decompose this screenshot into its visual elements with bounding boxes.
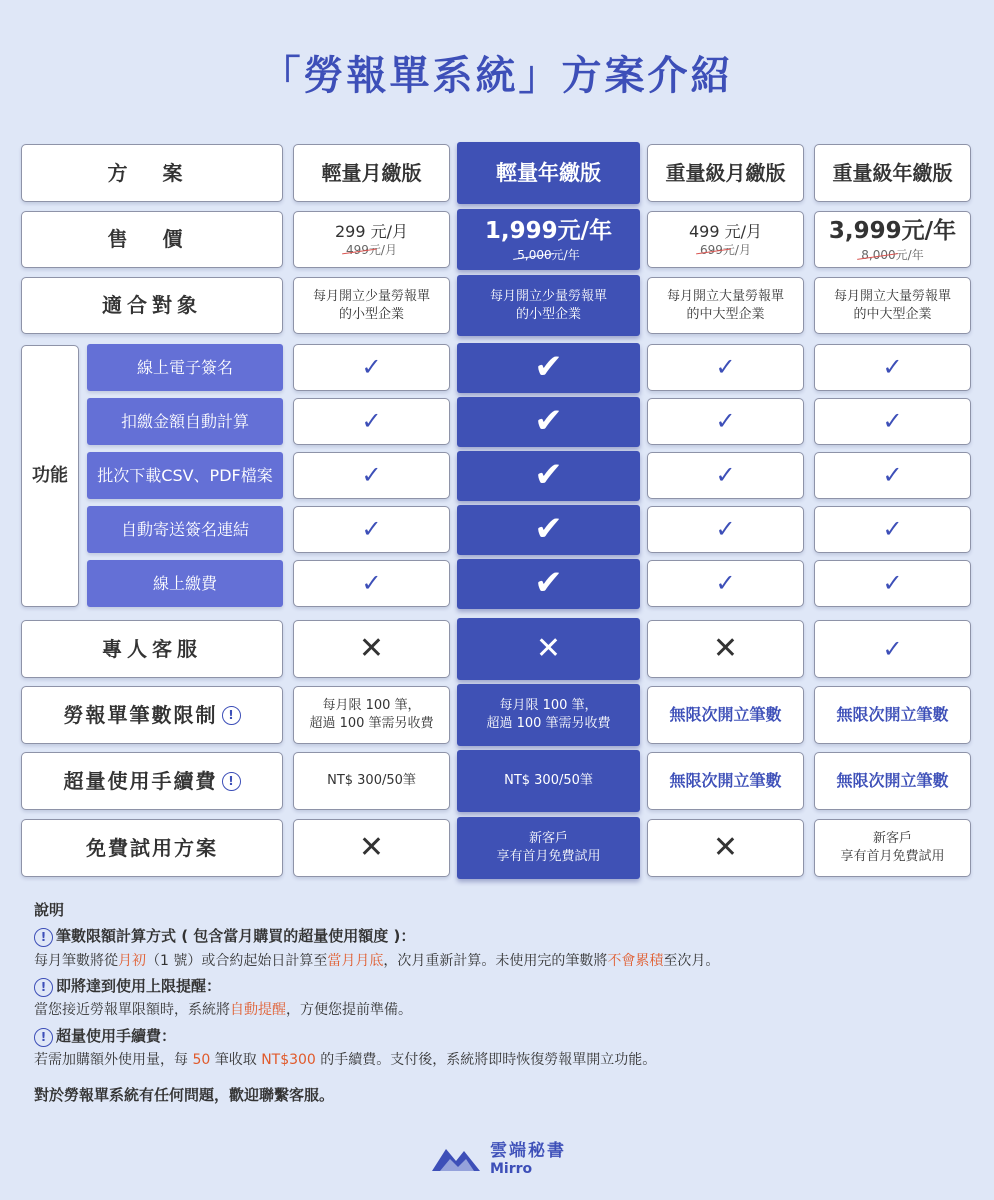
check-icon: ✔	[534, 563, 563, 604]
info-icon[interactable]: !	[222, 706, 241, 725]
feature-withholding-calc: 扣繳金額自動計算	[87, 398, 283, 445]
check-icon: ✓	[882, 569, 903, 598]
original-price: 699元/月	[700, 243, 751, 258]
feature-group-label: 功能	[21, 345, 79, 607]
feature-e-signature: 線上電子簽名	[87, 344, 283, 391]
notes-line-3	[34, 1050, 964, 1072]
plan-header-light-monthly: 輕量月繳版	[293, 144, 450, 202]
brand-logo	[430, 1136, 566, 1177]
support-light-yearly	[457, 618, 640, 680]
notes-text: ，次月重新計算。未使用完的筆數將	[383, 952, 608, 969]
target-line: 每月開立少量勞報單	[312, 288, 430, 304]
feature-cell	[293, 398, 450, 445]
trial-line: 新客戶	[872, 831, 912, 847]
notes-text: 筆收取	[210, 1052, 262, 1069]
feature-cell	[457, 559, 640, 609]
feature-batch-download: 批次下載CSV、PDF檔案	[87, 452, 283, 499]
price-value: 1,999元/年	[484, 217, 613, 244]
target-line: 每月開立少量勞報單	[489, 288, 607, 304]
contact-text: 對於勞報單系統有任何問題，歡迎聯繫客服。	[34, 1086, 335, 1105]
limit-line: 每月限 100 筆，	[499, 698, 598, 714]
check-icon: ✓	[361, 407, 382, 436]
check-icon: ✓	[715, 569, 736, 598]
cross-icon: ✕	[358, 829, 385, 865]
notes-accent: 自動提醒	[230, 1002, 286, 1019]
feature-cell	[647, 560, 804, 607]
feature-cell	[814, 452, 971, 499]
feature-cell	[814, 398, 971, 445]
check-icon: ✔	[534, 509, 563, 550]
trial-line: 享有首月免費試用	[840, 849, 945, 864]
feature-cell	[814, 560, 971, 607]
feature-cell	[647, 344, 804, 391]
notes-text: 若需加購額外使用量，每	[34, 1052, 193, 1069]
feature-cell	[293, 560, 450, 607]
page-title: 「勞報單系統」方案介紹	[260, 53, 734, 99]
info-icon: !	[34, 978, 53, 997]
notes-heading-3	[34, 1025, 964, 1048]
row-label-trial: 免費試用方案	[21, 819, 283, 877]
notes-accent: 不會累積	[607, 952, 664, 969]
info-icon: !	[34, 928, 53, 947]
feature-cell	[293, 452, 450, 499]
check-icon: ✓	[361, 515, 382, 544]
target-line: 的小型企業	[338, 306, 404, 322]
notes-heading-text: 筆數限額計算方式 ( 包含當月購買的超量使用額度 )：	[56, 927, 416, 946]
support-heavy-yearly	[814, 620, 971, 678]
trial-light-yearly	[457, 817, 640, 879]
overage-heavy-yearly: 無限次開立筆數	[814, 752, 971, 810]
cross-icon: ✕	[358, 630, 385, 666]
support-light-monthly	[293, 620, 450, 678]
target-heavy-yearly	[814, 277, 971, 334]
notes-text: 每月筆數將從	[34, 952, 118, 969]
notes-accent: 50	[192, 1052, 211, 1069]
notes-text: 至次月。	[663, 952, 720, 969]
check-icon: ✓	[882, 515, 903, 544]
check-icon: ✓	[715, 461, 736, 490]
feature-cell	[647, 506, 804, 553]
limit-line: 超過 100 筆需另收費	[486, 716, 611, 731]
mountain-logo-icon	[430, 1141, 482, 1173]
check-icon: ✓	[361, 353, 382, 382]
notes-heading-1	[34, 925, 964, 948]
feature-cell	[647, 398, 804, 445]
limit-label-text: 勞報單筆數限制	[63, 702, 218, 727]
cross-icon: ✕	[535, 630, 562, 666]
check-icon: ✓	[361, 569, 382, 598]
row-label-target: 適合對象	[21, 277, 283, 334]
check-icon: ✓	[715, 515, 736, 544]
cross-icon: ✕	[712, 829, 739, 865]
limit-light-monthly	[293, 686, 450, 744]
trial-light-monthly	[293, 819, 450, 877]
plan-header-light-yearly: 輕量年繳版	[457, 142, 640, 204]
original-price: 8,000元/年	[861, 247, 924, 262]
trial-heavy-monthly	[647, 819, 804, 877]
original-price: 499元/月	[346, 243, 397, 258]
notes-heading-text: 超量使用手續費：	[56, 1027, 177, 1046]
row-label-plan: 方 案	[21, 144, 283, 202]
cross-icon: ✕	[712, 630, 739, 666]
feature-cell	[457, 343, 640, 393]
notes-text: ，方便您提前準備。	[286, 1002, 412, 1019]
row-label-overage	[21, 752, 283, 810]
notes-line-2	[34, 1000, 964, 1022]
feature-online-payment: 線上繳費	[87, 560, 283, 607]
brand-text	[490, 1136, 566, 1177]
feature-cell	[293, 506, 450, 553]
overage-light-yearly: NT$ 300/50筆	[457, 750, 640, 812]
limit-heavy-monthly: 無限次開立筆數	[647, 686, 804, 744]
notes-heading-text: 即將達到使用上限提醒：	[56, 977, 222, 996]
plan-header-heavy-yearly: 重量級年繳版	[814, 144, 971, 202]
limit-line: 超過 100 筆需另收費	[309, 716, 434, 731]
check-icon: ✓	[882, 353, 903, 382]
target-line: 的中大型企業	[686, 306, 765, 322]
target-heavy-monthly	[647, 277, 804, 334]
feature-cell	[457, 397, 640, 447]
row-label-price: 售 價	[21, 211, 283, 268]
notes-heading-2	[34, 975, 964, 998]
price-heavy-monthly	[647, 211, 804, 268]
target-light-yearly	[457, 275, 640, 336]
row-label-limit	[21, 686, 283, 744]
check-icon: ✔	[534, 401, 563, 442]
original-price: 5,000元/年	[517, 247, 580, 262]
limit-heavy-yearly: 無限次開立筆數	[814, 686, 971, 744]
price-value: 299 元/月	[334, 221, 409, 241]
feature-cell	[457, 451, 640, 501]
brand-name-en: Mirro	[490, 1161, 533, 1177]
limit-line: 每月限 100 筆，	[322, 698, 421, 714]
info-icon[interactable]: !	[222, 772, 241, 791]
check-icon: ✓	[715, 353, 736, 382]
trial-line: 新客戶	[528, 831, 568, 847]
check-icon: ✔	[534, 347, 563, 388]
price-value: 499 元/月	[688, 221, 763, 241]
check-icon: ✓	[715, 407, 736, 436]
target-light-monthly	[293, 277, 450, 334]
info-icon: !	[34, 1028, 53, 1047]
row-label-support: 專人客服	[21, 620, 283, 678]
notes-accent: 月初	[118, 952, 146, 969]
feature-auto-send-link: 自動寄送簽名連結	[87, 506, 283, 553]
price-heavy-yearly	[814, 211, 971, 268]
price-light-monthly	[293, 211, 450, 268]
check-icon: ✔	[534, 455, 563, 496]
target-line: 每月開立大量勞報單	[833, 288, 951, 304]
trial-heavy-yearly	[814, 819, 971, 877]
limit-light-yearly	[457, 684, 640, 746]
notes-text: 的手續費。支付後，系統將即時恢復勞報單開立功能。	[315, 1052, 657, 1069]
notes-line-1	[34, 951, 964, 973]
feature-cell	[647, 452, 804, 499]
feature-cell	[814, 506, 971, 553]
check-icon: ✓	[882, 407, 903, 436]
overage-light-monthly: NT$ 300/50筆	[293, 752, 450, 810]
feature-cell	[293, 344, 450, 391]
price-light-yearly	[457, 209, 640, 270]
check-icon: ✓	[882, 634, 903, 663]
plan-header-heavy-monthly: 重量級月繳版	[647, 144, 804, 202]
notes-accent: NT$300	[261, 1052, 316, 1069]
feature-cell	[457, 505, 640, 555]
trial-line: 享有首月免費試用	[496, 849, 601, 864]
notes-accent: 當月月底	[327, 952, 384, 969]
target-line: 的小型企業	[515, 306, 581, 322]
notes-section	[34, 896, 964, 1107]
target-line: 的中大型企業	[853, 306, 932, 322]
notes-title: 說明	[34, 901, 65, 919]
brand-name-cn: 雲端秘書	[490, 1141, 566, 1161]
feature-cell	[814, 344, 971, 391]
check-icon: ✓	[882, 461, 903, 490]
check-icon: ✓	[361, 461, 382, 490]
notes-text: （1 號）或合約起始日計算至	[146, 952, 328, 969]
support-heavy-monthly	[647, 620, 804, 678]
overage-label-text: 超量使用手續費	[63, 768, 218, 793]
notes-text: 當您接近勞報單限額時，系統將	[34, 1002, 230, 1019]
target-line: 每月開立大量勞報單	[666, 288, 784, 304]
overage-heavy-monthly: 無限次開立筆數	[647, 752, 804, 810]
price-value: 3,999元/年	[828, 217, 957, 244]
